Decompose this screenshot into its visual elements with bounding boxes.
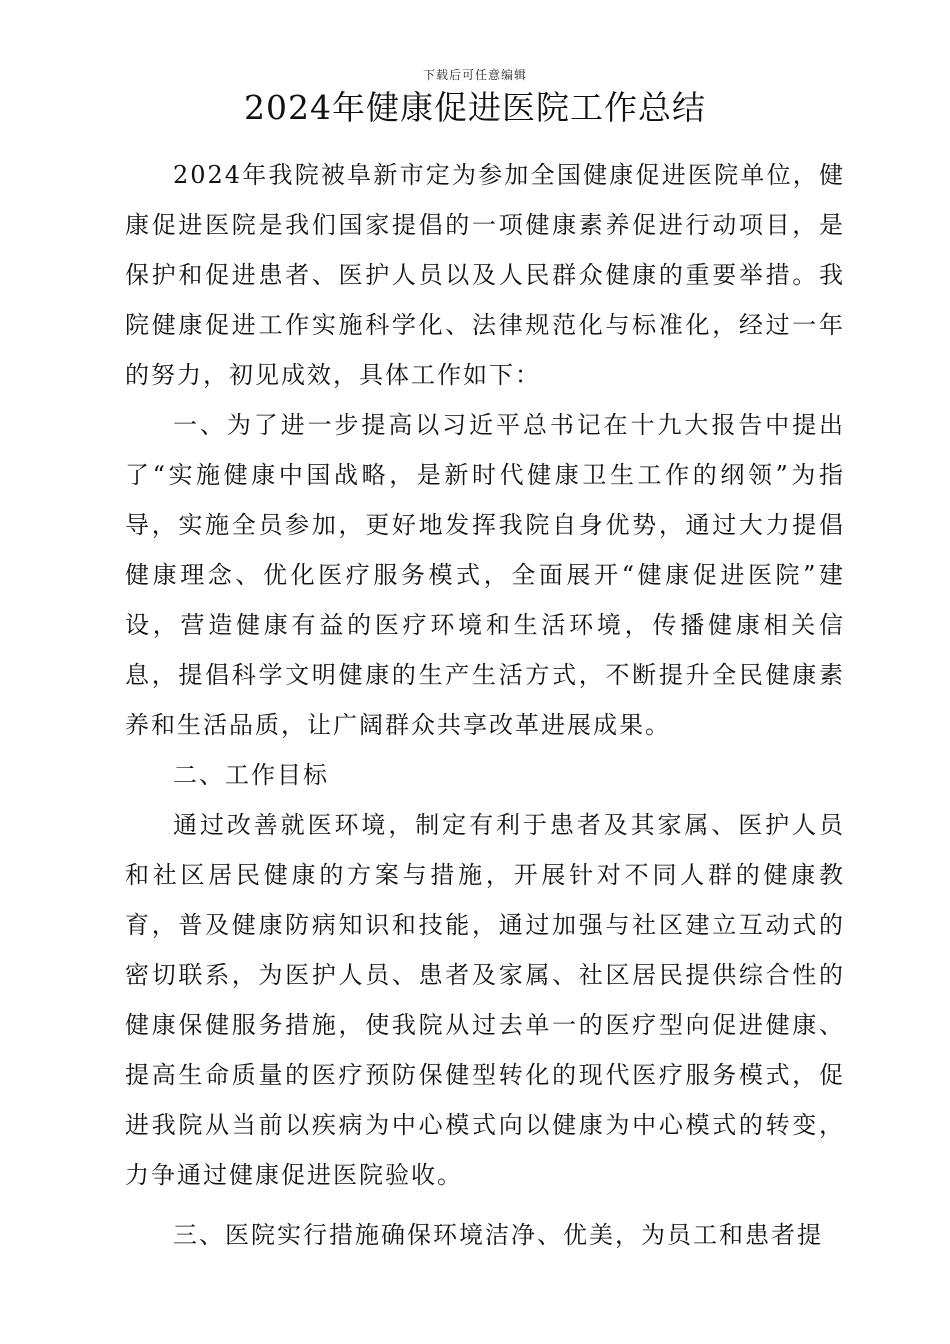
- paragraph-goals: 通过改善就医环境，制定有利于患者及其家属、医护人员和社区居民健康的方案与措施，开展针对不同人群的健康教育，普及健康防病知识和技能，通过加强与社区建立互动式的密切联系，为医护人员、患者及家属、社区居民提供综合性的健康保健服务措施，使我院从过去单一的医疗型向促进健康、提高生命质量的医疗预防保健型转化的现代医疗服务模式，促进我院从当前以疾病为中心模式向以健康为中心模式的转变，力争通过健康促进医院验收。: [125, 811, 845, 1189]
- section-heading-goals: 二、工作目标: [173, 761, 329, 789]
- document-body: [125, 150, 845, 1260]
- document-title: 2024年健康促进医院工作总结: [244, 88, 706, 127]
- header-note: 下载后可任意编辑: [422, 68, 527, 82]
- paragraph-intro: 2024年我院被阜新市定为参加全国健康促进医院单位，健康促进医院是我们国家提倡的一项健康素养促进行动项目，是保护和促进患者、医护人员以及人民群众健康的重要举措。我院健康促进工作实施科学化、法律规范化与标准化，经过一年的努力，初见成效，具体工作如下：: [125, 161, 845, 389]
- paragraph-section-3: 三、医院实行措施确保环境洁净、优美，为员工和患者提: [173, 1221, 823, 1249]
- paragraph-section-1: 一、为了进一步提高以习近平总书记在十九大报告中提出了“实施健康中国战略，是新时代健康卫生工作的纲领”为指导，实施全员参加，更好地发挥我院自身优势，通过大力提倡健康理念、优化医疗服务模式，全面展开“健康促进医院”建设，营造健康有益的医疗环境和生活环境，传播健康相关信息，提倡科学文明健康的生产生活方式，不断提升全民健康素养和生活品质，让广阔群众共享改革进展成果。: [125, 411, 845, 739]
